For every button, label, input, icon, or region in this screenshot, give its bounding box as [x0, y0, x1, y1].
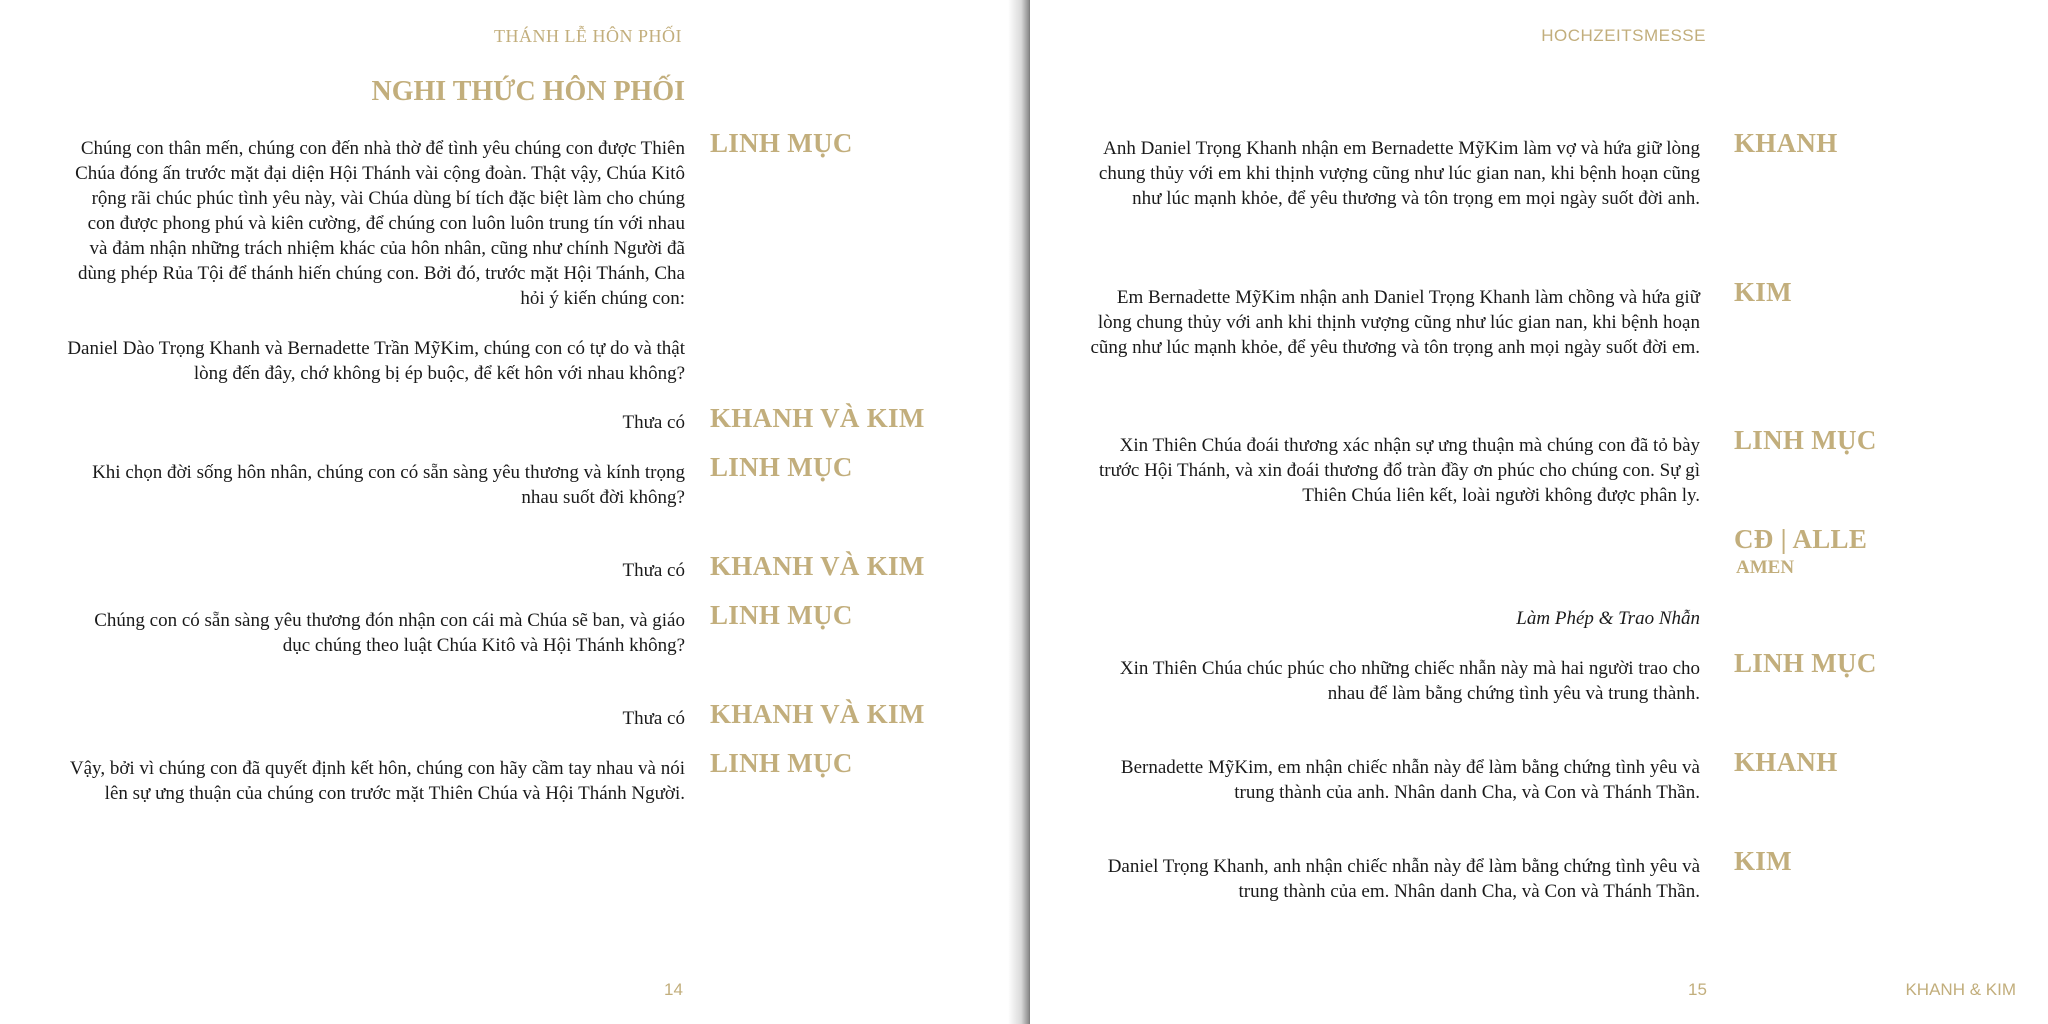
- right-row-8-text: Daniel Trọng Khanh, anh nhận chiếc nhẫn này để làm bằng chứng tình yêu và trung thành của em. Nhân danh Cha, và Con và Thánh Thần.: [1107, 856, 1700, 902]
- right-row-2-speaker: KIM: [1734, 277, 1792, 307]
- right-row-6-speaker: LINH MỤC: [1734, 648, 1877, 678]
- right-row-1-text: Anh Daniel Trọng Khanh nhận em Bernadette MỹKim làm vợ và hứa giữ lòng chung thủy với em khi thịnh vượng cũng như lúc gian nan, khi bệnh hoạn cũng như lúc mạnh khỏe, để yêu thương và tôn trọng em mọi ngày suốt đời anh.: [1098, 138, 1700, 209]
- left-row-1-speaker: LINH MỤC: [710, 128, 853, 158]
- left-page: [0, 0, 1020, 1024]
- right-row-7-speaker: KHANH: [1734, 747, 1838, 777]
- right-page-number: 15: [1688, 980, 1707, 999]
- amen-label: AMEN: [1736, 557, 1795, 578]
- left-row-3-text: Thưa có: [622, 412, 685, 433]
- left-row-8-text: Vậy, bởi vì chúng con đã quyết định kết hôn, chúng con hãy cầm tay nhau và nói lên sự ưng thuận của chúng con trước mặt Thiên Chúa và Hội Thánh Người.: [69, 758, 685, 804]
- left-row-2-text: Daniel Dào Trọng Khanh và Bernadette Trần MỹKim, chúng con có tự do và thật lòng đến đây, chớ không bị ép buộc, để kết hôn với nhau không?: [67, 338, 685, 384]
- right-row-4-speaker: CĐ | ALLE: [1734, 524, 1868, 554]
- right-row-5-text: Làm Phép & Trao Nhẫn: [1516, 608, 1700, 629]
- right-page: [1030, 0, 2048, 1024]
- right-row-8-speaker: KIM: [1734, 846, 1792, 876]
- left-row-6-speaker: LINH MỤC: [710, 600, 853, 630]
- left-row-4-speaker: LINH MỤC: [710, 452, 853, 482]
- left-row-8-speaker: LINH MỤC: [710, 748, 853, 778]
- right-row-7-text: Bernadette MỹKim, em nhận chiếc nhẫn này để làm bằng chứng tình yêu và trung thành của anh. Nhân danh Cha, và Con và Thánh Thần.: [1120, 757, 1700, 803]
- right-row-2-text: Em Bernadette MỹKim nhận anh Daniel Trọng Khanh làm chồng và hứa giữ lòng chung thủy với anh khi thịnh vượng cũng như lúc gian nan, khi bệnh hoạn cũng như lúc mạnh khỏe, để yêu thương và tôn trọng anh mọi ngày suốt đời em.: [1090, 287, 1700, 358]
- left-page-header: THÁNH LỄ HÔN PHỐI: [494, 26, 682, 46]
- left-page-number: 14: [664, 980, 683, 999]
- left-row-7-text: Thưa có: [622, 708, 685, 729]
- right-row-6-text: Xin Thiên Chúa chúc phúc cho những chiếc nhẫn này mà hai người trao cho nhau để làm bằng chứng tình yêu và trung thành.: [1119, 658, 1700, 704]
- left-row-7-speaker: KHANH VÀ KIM: [710, 699, 925, 729]
- right-page-header: HOCHZEITSMESSE: [1541, 26, 1706, 45]
- left-row-4-text: Khi chọn đời sống hôn nhân, chúng con có sẵn sàng yêu thương và kính trọng nhau suốt đời không?: [92, 462, 685, 508]
- left-row-1-text: Chúng con thân mến, chúng con đến nhà thờ để tình yêu chúng con được Thiên Chúa đóng ấn trước mặt đại diện Hội Thánh vài cộng đoàn. Thật vậy, Chúa Kitô rộng rãi chúc phúc tình yêu này, vài Chúa dùng bí tích đặc biệt làm cho chúng con được phong phú và kiên cường, để chúng con luôn luôn trung tín với nhau và đảm nhận những trách nhiệm khác của hôn nhân, cũng như chính Người đã dùng phép Rủa Tội để thánh hiến chúng con. Bởi đó, trước mặt Hội Thánh, Cha hỏi ý kiến chúng con:: [75, 138, 685, 309]
- right-row-3-speaker: LINH MỤC: [1734, 425, 1877, 455]
- left-row-5-text: Thưa có: [622, 560, 685, 581]
- left-row-6-text: Chúng con có sẵn sàng yêu thương đón nhận con cái mà Chúa sẽ ban, và giáo dục chúng theo luật Chúa Kitô và Hội Thánh không?: [94, 610, 685, 656]
- left-row-5-speaker: KHANH VÀ KIM: [710, 551, 925, 581]
- section-title: NGHI THỨC HÔN PHỐI: [371, 76, 685, 107]
- right-row-3-text: Xin Thiên Chúa đoái thương xác nhận sự ưng thuận mà chúng con đã tỏ bày trước Hội Thánh, và xin đoái thương đổ tràn đầy ơn phúc cho chúng con. Sự gì Thiên Chúa liên kết, loài người không được phân ly.: [1098, 435, 1700, 506]
- couple-footer: KHANH & KIM: [1905, 980, 2016, 999]
- left-row-3-speaker: KHANH VÀ KIM: [710, 403, 925, 433]
- right-row-1-speaker: KHANH: [1734, 128, 1838, 158]
